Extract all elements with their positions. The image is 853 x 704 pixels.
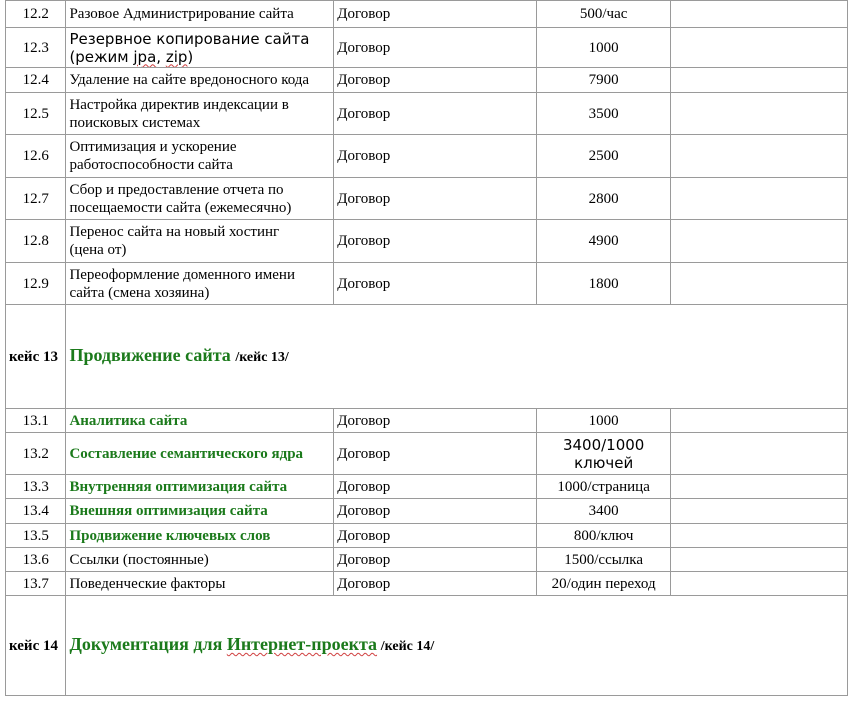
format-zip: zip — [165, 47, 188, 66]
service-price: 1800 — [537, 263, 670, 305]
service-name — [66, 135, 334, 178]
table-row — [6, 28, 848, 68]
service-name-line1: Оптимизация и ускорение — [69, 139, 237, 155]
service-name: Составление семантического ядра — [66, 433, 334, 475]
format-jpa: jpa — [133, 47, 157, 66]
service-name — [66, 220, 334, 263]
table-row — [6, 135, 848, 178]
row-number: 13.4 — [6, 499, 66, 524]
table-row — [6, 475, 848, 499]
row-number: 12.5 — [6, 93, 66, 135]
contract-type: Договор — [334, 178, 537, 220]
contract-type: Договор — [334, 1, 537, 28]
service-price: 2500 — [537, 135, 670, 178]
table-row — [6, 220, 848, 263]
service-price: 4900 — [537, 220, 670, 263]
table-row — [6, 572, 848, 596]
contract-type: Договор — [334, 572, 537, 596]
service-name-line1: Перенос сайта на новый хостинг — [69, 224, 280, 240]
service-name: Удаление на сайте вредоносного кода — [66, 68, 334, 93]
case-title-start: Документация для — [69, 634, 227, 654]
service-name: Разовое Администрирование сайта — [66, 1, 334, 28]
case-number: кейс 14 — [6, 596, 66, 696]
contract-type: Договор — [334, 524, 537, 548]
service-name — [66, 93, 334, 135]
service-name-line2: работоспособности сайта — [69, 157, 233, 173]
service-price: 3500 — [537, 93, 670, 135]
case-title-cell — [66, 305, 848, 409]
table-row — [6, 68, 848, 93]
table-row — [6, 409, 848, 433]
empty-cell — [670, 572, 847, 596]
row-number: 13.3 — [6, 475, 66, 499]
service-price: 1000 — [537, 28, 670, 68]
service-name-line2: сайта (смена хозяина) — [69, 284, 210, 301]
service-price: 7900 — [537, 68, 670, 93]
contract-type: Договор — [334, 499, 537, 524]
table-row — [6, 263, 848, 305]
separator: , — [156, 47, 166, 66]
service-name-line2: (цена от) — [69, 242, 127, 258]
table-row — [6, 178, 848, 220]
service-name-line2-end: ) — [187, 47, 194, 66]
case-header-row — [6, 305, 848, 409]
empty-cell — [670, 548, 847, 572]
contract-type: Договор — [334, 548, 537, 572]
service-name-line1: Резервное копирование сайта — [69, 29, 310, 48]
contract-type: Договор — [334, 263, 537, 305]
service-name — [66, 28, 334, 68]
service-price: 3400 — [537, 499, 670, 524]
case-title-project: Интернет-проекта — [226, 634, 378, 654]
service-name-line1: Настройка директив индексации в — [69, 96, 289, 113]
service-price: 2800 — [537, 178, 670, 220]
empty-cell — [670, 263, 847, 305]
row-number: 13.7 — [6, 572, 66, 596]
row-number: 12.4 — [6, 68, 66, 93]
price-line1: 3400/1000 — [562, 435, 645, 454]
service-name-line1: Сбор и предоставление отчета по — [69, 181, 284, 198]
contract-type: Договор — [334, 220, 537, 263]
service-name: Внутренняя оптимизация сайта — [66, 475, 334, 499]
empty-cell — [670, 499, 847, 524]
empty-cell — [670, 409, 847, 433]
empty-cell — [670, 524, 847, 548]
contract-type: Договор — [334, 93, 537, 135]
case-suffix: /кейс 13/ — [235, 350, 289, 365]
row-number: 13.2 — [6, 433, 66, 475]
row-number: 12.3 — [6, 28, 66, 68]
price-line2: ключей — [574, 453, 634, 472]
contract-type: Договор — [334, 475, 537, 499]
table-row — [6, 93, 848, 135]
case-number: кейс 13 — [6, 305, 66, 409]
service-name — [66, 263, 334, 305]
row-number: 12.9 — [6, 263, 66, 305]
price-table — [5, 0, 848, 696]
case-title-cell — [66, 596, 848, 696]
row-number: 13.6 — [6, 548, 66, 572]
row-number: 12.8 — [6, 220, 66, 263]
empty-cell — [670, 178, 847, 220]
row-number: 13.1 — [6, 409, 66, 433]
service-price — [537, 433, 670, 475]
service-name: Аналитика сайта — [66, 409, 334, 433]
case-title: Продвижение сайта — [69, 345, 236, 365]
contract-type: Договор — [334, 68, 537, 93]
contract-type: Договор — [334, 433, 537, 475]
service-name-line2-start: (режим — [69, 47, 134, 66]
contract-type: Договор — [334, 409, 537, 433]
service-name — [66, 178, 334, 220]
row-number: 13.5 — [6, 524, 66, 548]
service-price: 500/час — [537, 1, 670, 28]
row-number: 12.2 — [6, 1, 66, 28]
contract-type: Договор — [334, 135, 537, 178]
empty-cell — [670, 1, 847, 28]
table-row — [6, 524, 848, 548]
empty-cell — [670, 68, 847, 93]
empty-cell — [670, 135, 847, 178]
service-name: Ссылки (постоянные) — [66, 548, 334, 572]
table-row — [6, 1, 848, 28]
service-name-line2: посещаемости сайта (ежемесячно) — [69, 199, 292, 216]
service-name: Продвижение ключевых слов — [66, 524, 334, 548]
empty-cell — [670, 475, 847, 499]
service-name: Поведенческие факторы — [66, 572, 334, 596]
empty-cell — [670, 220, 847, 263]
case-header-row — [6, 596, 848, 696]
service-price: 1000/страница — [537, 475, 670, 499]
service-name-line1: Переоформление доменного имени — [69, 266, 295, 283]
empty-cell — [670, 28, 847, 68]
row-number: 12.6 — [6, 135, 66, 178]
case-suffix: /кейс 14/ — [380, 639, 435, 654]
empty-cell — [670, 93, 847, 135]
service-name: Внешняя оптимизация сайта — [66, 499, 334, 524]
table-row — [6, 499, 848, 524]
empty-cell — [670, 433, 847, 475]
contract-type: Договор — [334, 28, 537, 68]
table-row — [6, 433, 848, 475]
row-number: 12.7 — [6, 178, 66, 220]
service-price: 800/ключ — [537, 524, 670, 548]
table-row — [6, 548, 848, 572]
service-price: 20/один переход — [537, 572, 670, 596]
service-price: 1000 — [537, 409, 670, 433]
service-price: 1500/ссылка — [537, 548, 670, 572]
service-name-line2: поисковых системах — [69, 114, 201, 131]
